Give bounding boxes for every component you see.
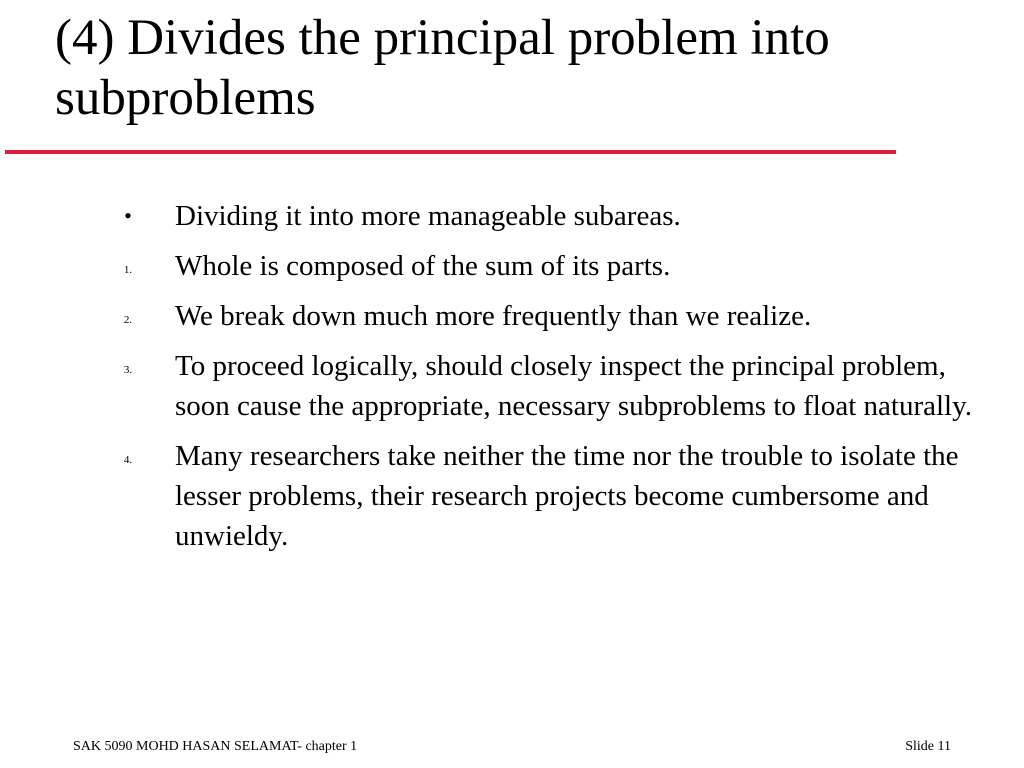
list-item-text: To proceed logically, should closely inspect the principal problem, soon cause the appropriate, necessary subproblems to float naturally. — [175, 350, 972, 422]
list-item — [0, 196, 1024, 236]
bullet-list — [0, 196, 1024, 566]
number-marker: 1. — [123, 264, 133, 276]
list-item-text: We break down much more frequently than we realize. — [175, 300, 812, 332]
bullet-marker: • — [124, 203, 132, 228]
list-item-text: Many researchers take neither the time nor the trouble to isolate the lesser problems, their research projects become cumbersome and unwieldy. — [175, 440, 959, 552]
list-item-text: Dividing it into more manageable subareas. — [175, 200, 681, 232]
number-marker: 2. — [123, 314, 133, 326]
slide-title: (4) Divides the principal problem into subproblems — [55, 10, 830, 126]
list-item — [0, 346, 1024, 426]
footer-slide-number: Slide 11 — [905, 739, 951, 754]
number-marker: 3. — [123, 364, 133, 376]
list-item — [0, 296, 1024, 336]
number-marker: 4. — [123, 454, 133, 466]
list-item — [0, 436, 1024, 556]
title-underline — [5, 150, 896, 154]
list-item — [0, 246, 1024, 286]
footer-course-label: SAK 5090 MOHD HASAN SELAMAT- chapter 1 — [73, 739, 358, 754]
list-item-text: Whole is composed of the sum of its parts. — [175, 250, 671, 282]
